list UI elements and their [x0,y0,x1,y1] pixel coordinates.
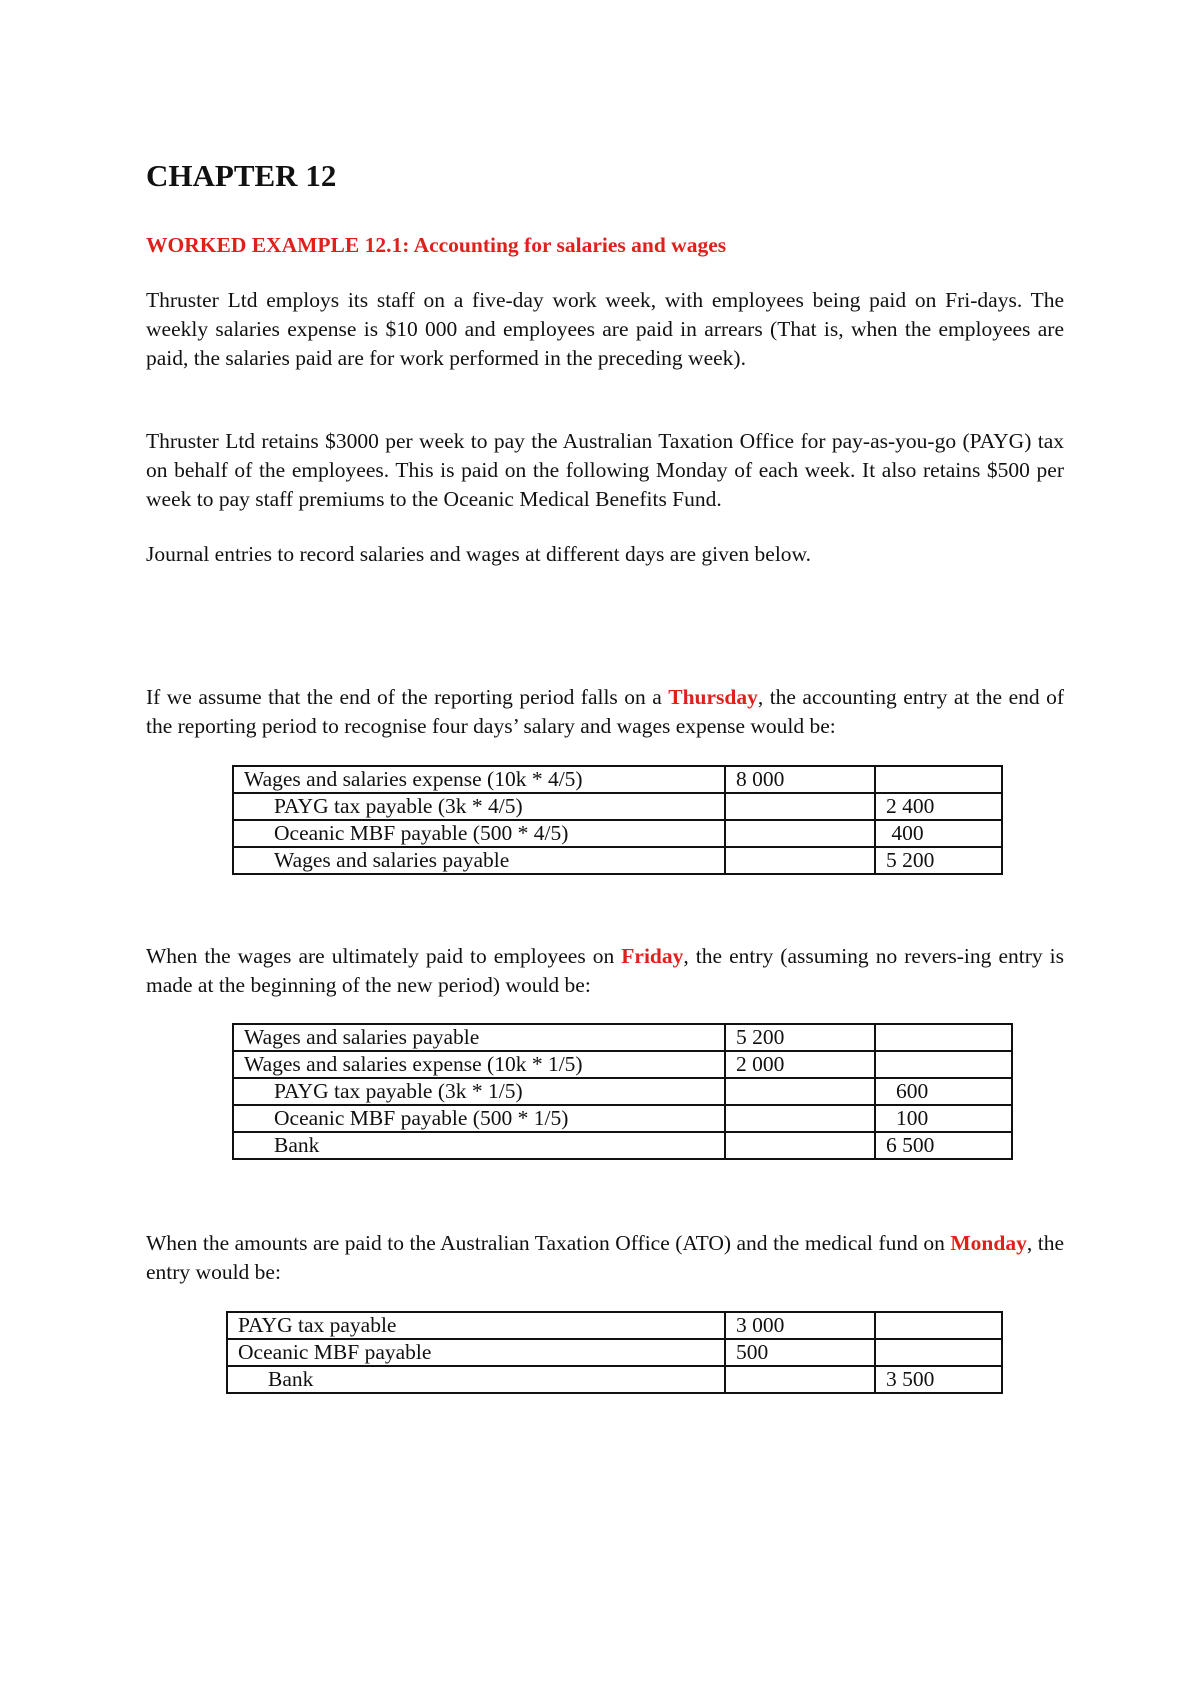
debit-cell [725,793,875,820]
table-row [233,1132,1012,1159]
account-label: Bank [268,1367,314,1391]
thursday-paragraph [146,683,1064,741]
account-label: Bank [274,1133,320,1157]
credit-cell [875,1312,1002,1339]
account-cell [227,1366,725,1393]
table-row [227,1366,1002,1393]
account-cell: Wages and salaries expense (10k * 4/5) [233,766,725,793]
friday-journal-table [232,1023,1013,1160]
account-cell: Wages and salaries expense (10k * 1/5) [233,1051,725,1078]
table-row [233,1051,1012,1078]
account-cell: PAYG tax payable [227,1312,725,1339]
credit-cell: 600 [875,1078,1012,1105]
table-row [227,1312,1002,1339]
monday-day-label: Monday [950,1231,1027,1255]
table-row [233,1078,1012,1105]
table-row [233,1105,1012,1132]
table-row [233,820,1002,847]
debit-cell [725,1078,875,1105]
debit-cell [725,1132,875,1159]
account-label: PAYG tax payable (3k * 4/5) [274,794,523,818]
debit-cell: 500 [725,1339,875,1366]
credit-cell: 5 200 [875,847,1002,874]
thursday-journal-table [232,765,1003,875]
debit-cell [725,1105,875,1132]
account-label: Wages and salaries payable [274,848,510,872]
debit-cell: 5 200 [725,1024,875,1051]
credit-cell [875,1051,1012,1078]
credit-cell: 6 500 [875,1132,1012,1159]
account-cell [233,847,725,874]
account-cell: Oceanic MBF payable [227,1339,725,1366]
debit-cell [725,820,875,847]
debit-cell [725,847,875,874]
friday-text-before: When the wages are ultimately paid to employees on [146,944,622,968]
thursday-text-after: , the accounting entry at the end of the reporting period to recognise four days’ salary and wages expense would be: [146,685,1064,738]
debit-cell: 2 000 [725,1051,875,1078]
table-row [233,1024,1012,1051]
debit-cell [725,1366,875,1393]
account-cell [233,1105,725,1132]
account-cell [233,1132,725,1159]
monday-text-before: When the amounts are paid to the Australian Taxation Office (ATO) and the medical fund on [146,1231,951,1255]
account-label: Oceanic MBF payable (500 * 1/5) [274,1106,569,1130]
intro-paragraph-2: Thruster Ltd retains $3000 per week to pay the Australian Taxation Office for pay-as-you-go (PAYG) tax on behalf of the employees. This is paid on the following Monday of each week. It also retains $500 per week to pay staff premiums to the Oceanic Medical Benefits Fund. [146,429,1064,511]
credit-cell [875,1339,1002,1366]
intro-paragraph-1: Thruster Ltd employs its staff on a five-day work week, with employees being paid on Fri-days. The weekly salaries expense is $10 000 and employees are paid in arrears (That is, when the employees are paid, the salaries paid are for work performed in the preceding week). [146,288,1064,370]
thursday-day-label: Thursday [668,685,758,709]
account-cell [233,820,725,847]
account-cell: Wages and salaries payable [233,1024,725,1051]
credit-cell: 2 400 [875,793,1002,820]
credit-cell [875,766,1002,793]
account-cell [233,1078,725,1105]
account-cell [233,793,725,820]
debit-cell: 3 000 [725,1312,875,1339]
account-label: Oceanic MBF payable (500 * 4/5) [274,821,569,845]
monday-journal-table [226,1311,1003,1394]
friday-text-after: , the entry (assuming no revers-ing entry is made at the beginning of the new period) would be: [146,944,1064,997]
thursday-text-before: If we assume that the end of the reporting period falls on a [146,685,669,709]
debit-cell: 8 000 [725,766,875,793]
intro-paragraph-3: Journal entries to record salaries and wages at different days are given below. [146,542,812,566]
table-row [227,1339,1002,1366]
friday-paragraph [146,942,1064,1000]
credit-cell: 3 500 [875,1366,1002,1393]
credit-cell: 400 [875,820,1002,847]
table-row [233,793,1002,820]
chapter-heading: CHAPTER 12 [146,158,337,193]
credit-cell: 100 [875,1105,1012,1132]
monday-paragraph [146,1229,1064,1287]
credit-cell [875,1024,1012,1051]
worked-example-title: WORKED EXAMPLE 12.1: Accounting for salaries and wages [146,233,727,257]
table-row [233,766,1002,793]
table-row [233,847,1002,874]
monday-text-after: , the entry would be: [146,1231,1064,1284]
account-label: PAYG tax payable (3k * 1/5) [274,1079,523,1103]
friday-day-label: Friday [621,944,684,968]
